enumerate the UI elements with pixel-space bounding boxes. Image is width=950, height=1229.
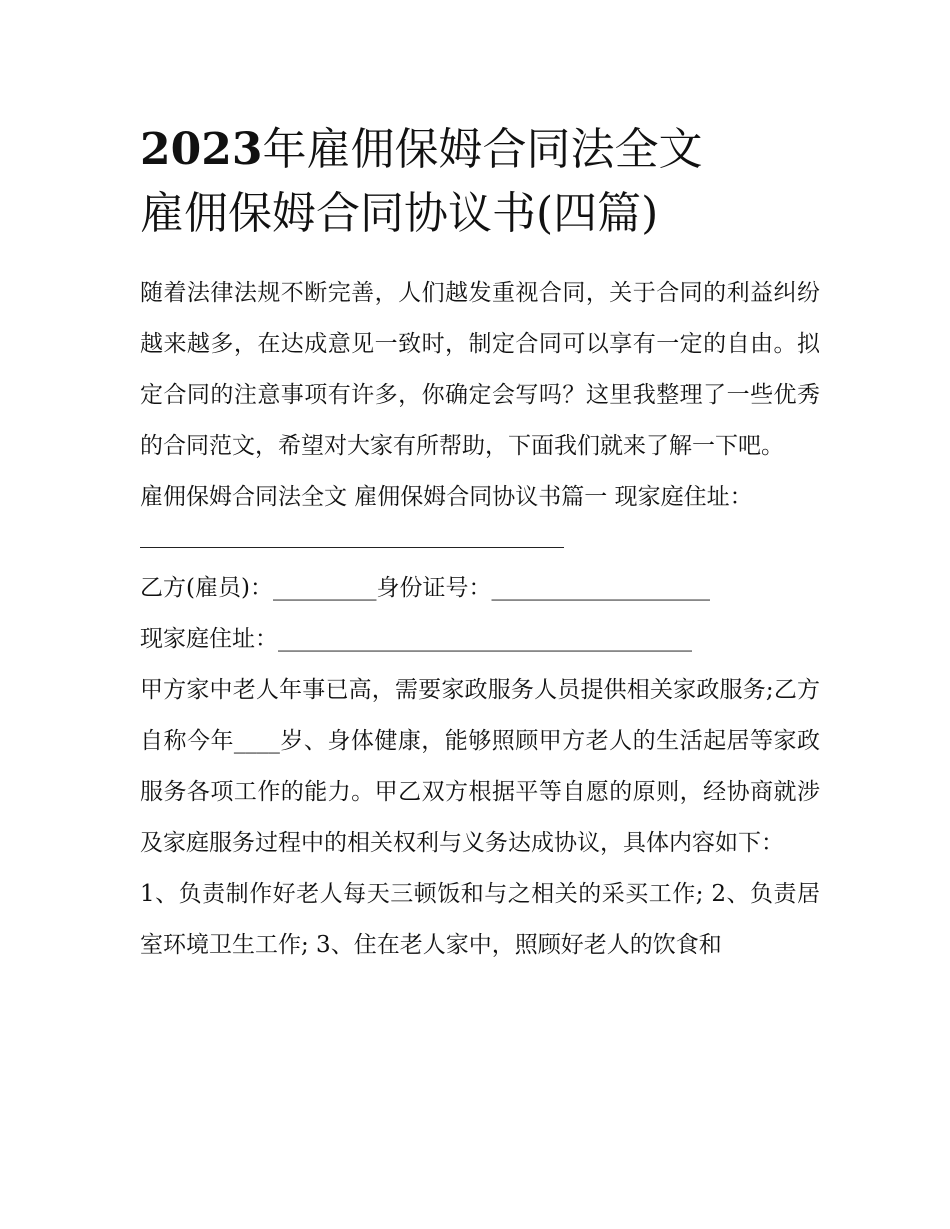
- party-b-address-line: 现家庭住址：____________________________________: [140, 626, 692, 652]
- title-line-1: [140, 118, 820, 182]
- address-blank-line: [140, 523, 820, 563]
- document-page: [140, 118, 820, 971]
- intro-paragraph: 随着法律法规不断完善，人们越发重视合同，关于合同的利益纠纷越来越多，在达成意见一致时，制定合同可以享有一定的自由。拟定合同的注意事项有许多，你确定会写吗？这里我整理了一些优秀的合同范文，希望对大家有所帮助，下面我们就来了解一下吧。: [140, 280, 820, 459]
- title-year: 2023: [140, 124, 263, 175]
- section-heading: 雇佣保姆合同法全文 雇佣保姆合同协议书篇一 现家庭住址：: [140, 484, 753, 510]
- background-paragraph: 甲方家中老人年事已高，需要家政服务人员提供相关家政服务;乙方自称今年____岁、身体健康，能够照顾甲方老人的生活起居等家政服务各项工作的能力。甲乙双方根据平等自愿的原则，经协商就涉及家庭服务过程中的相关权利与义务达成协议，具体内容如下：: [140, 677, 820, 856]
- title-line-2: 雇佣保姆合同协议书(四篇): [140, 188, 659, 239]
- document-body: [140, 268, 820, 971]
- duties-paragraph: 1、负责制作好老人每天三顿饭和与之相关的采买工作; 2、负责居室环境卫生工作; 3、住在老人家中，照顾好老人的饮食和: [140, 881, 820, 958]
- document-title: [140, 118, 820, 246]
- party-b-line: 乙方(雇员)：_________身份证号：___________________: [140, 575, 710, 601]
- title-line-1-text: 年雇佣保姆合同法全文: [262, 124, 703, 175]
